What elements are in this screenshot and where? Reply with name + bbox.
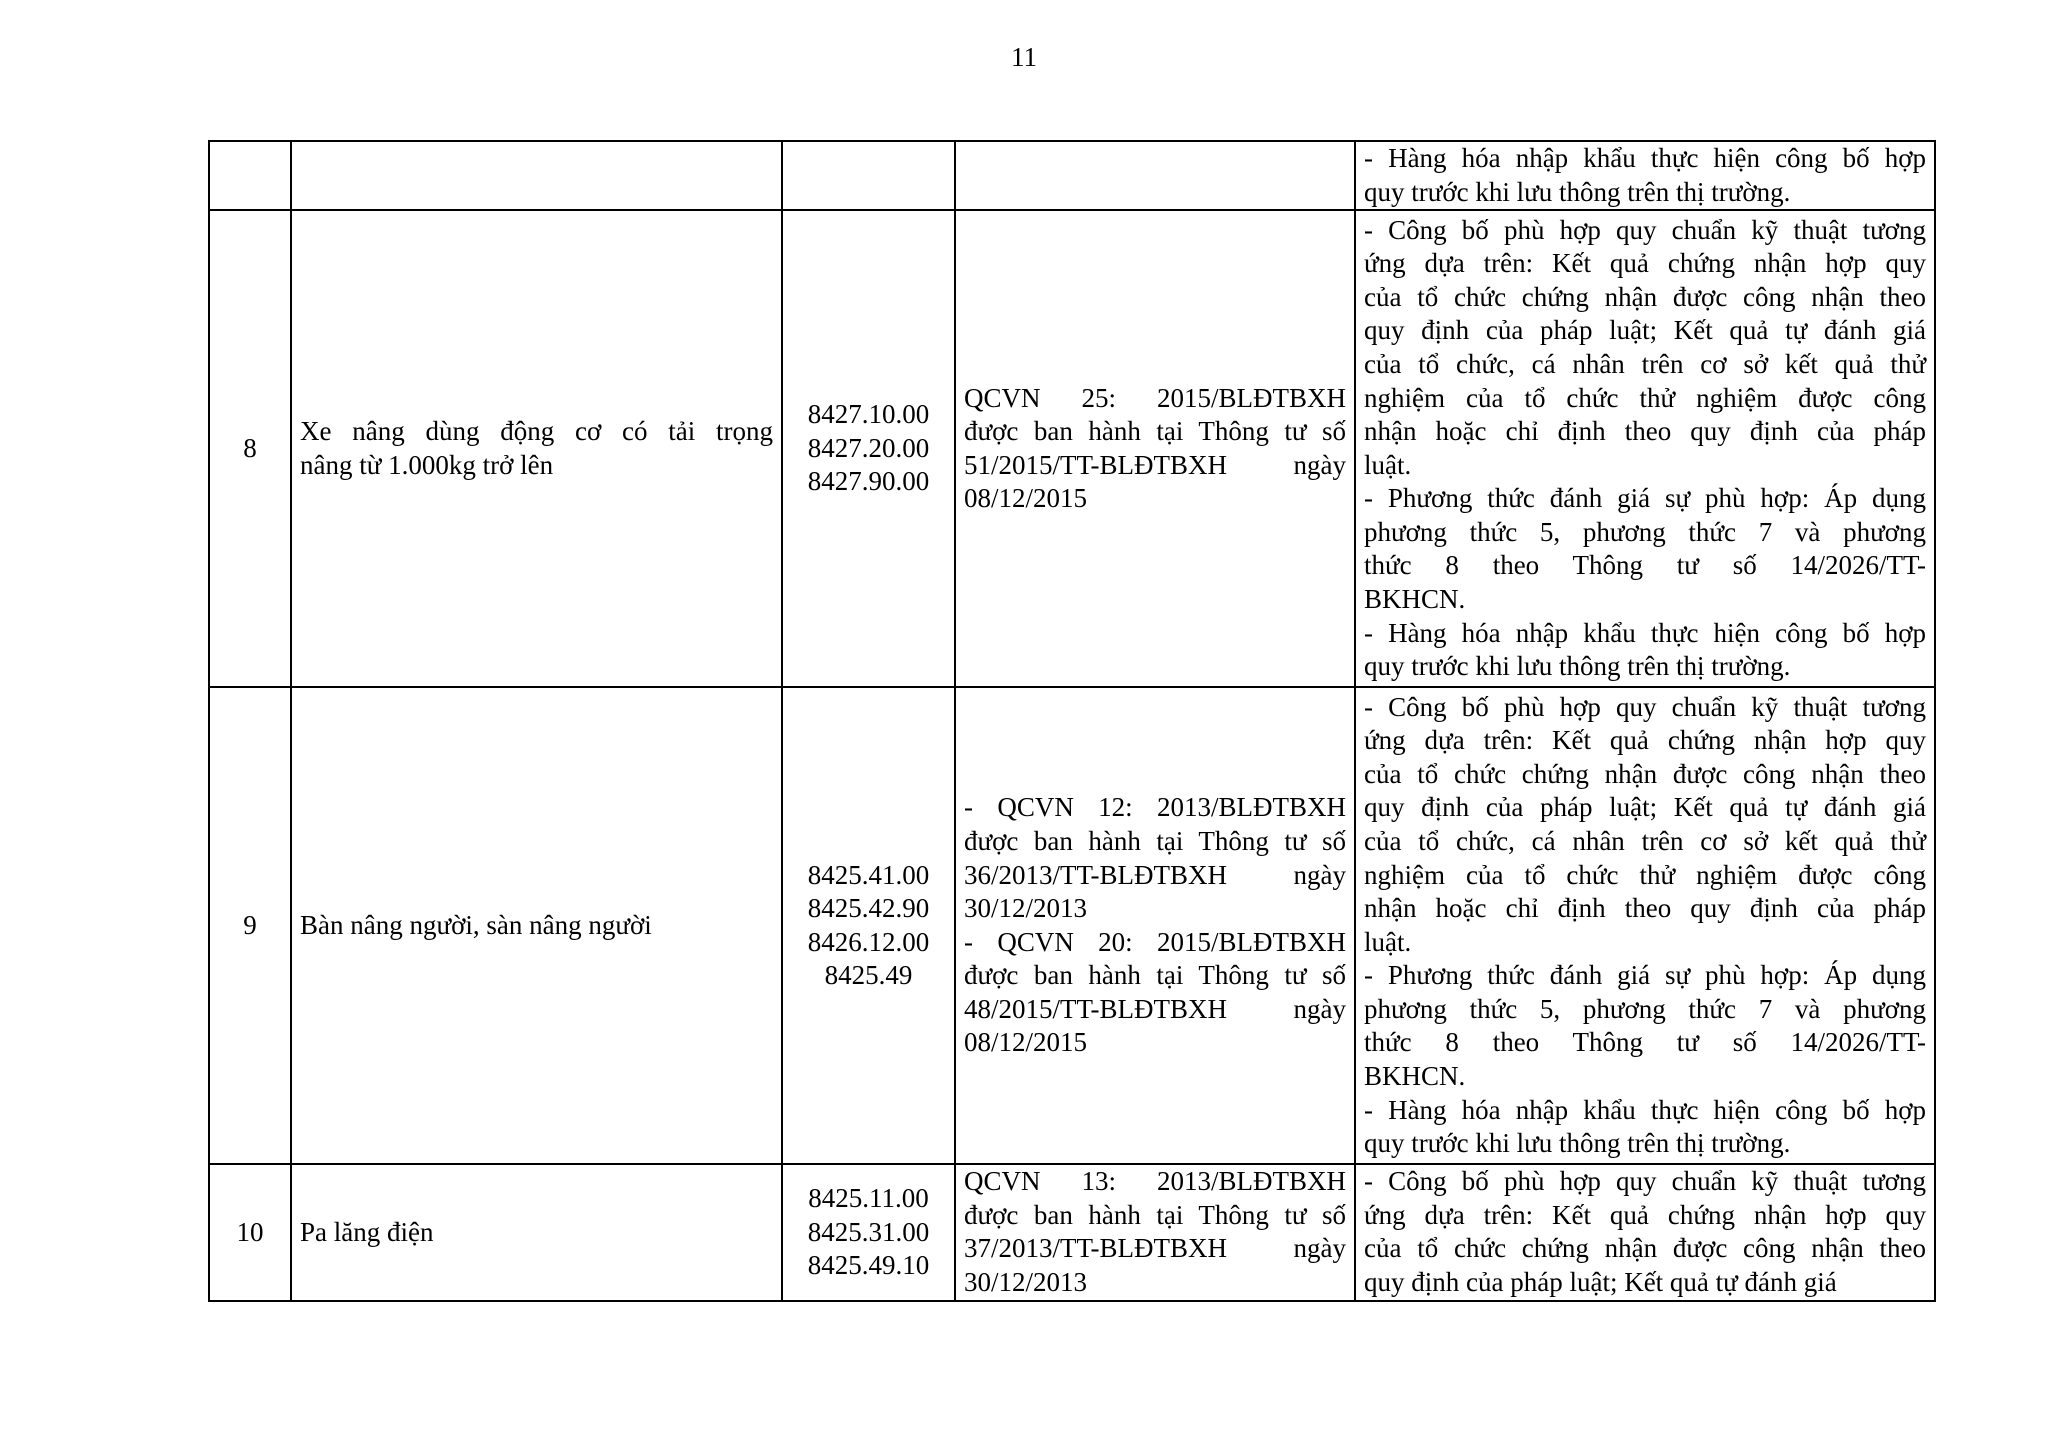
cell-hs-codes [782,1164,955,1300]
text-line: quy trước khi lưu thông trên thị trường. [1364,176,1791,207]
text-line: được ban hành tại Thông tư số [964,1199,1346,1230]
text-line: phương thức 5, phương thức 7 và phương [1364,516,1926,547]
paragraph [1364,142,1926,209]
text-line: được ban hành tại Thông tư số [964,416,1346,447]
text-line: được ban hành tại Thông tư số [964,825,1346,856]
paragraph [1364,617,1926,684]
text-line: - QCVN 20: 2015/BLĐTBXH [964,926,1346,957]
hs-code: 8427.20.00 [807,432,930,463]
text-line: 08/12/2015 [964,483,1088,514]
text-line: ứng dựa trên: Kết quả chứng nhận hợp quy [1364,1199,1926,1230]
text-line: BKHCN. [1364,1061,1466,1092]
text-line: 08/12/2015 [964,1027,1088,1058]
text-line: luật. [1364,926,1412,957]
cell-product-name [291,210,782,687]
table-row [209,210,1935,687]
paragraph [1364,214,1926,483]
text-line: quy định của pháp luật; Kết quả tự đánh giá [1364,315,1926,346]
text-line: 37/2013/TT-BLĐTBXH ngày [964,1233,1346,1264]
text-line: - QCVN 12: 2013/BLĐTBXH [964,792,1346,823]
hs-code: 8425.41.00 [807,859,930,890]
text-line: được ban hành tại Thông tư số [964,960,1346,991]
paragraph [1364,482,1926,616]
text-line: nghiệm của tổ chức thử nghiệm được công [1364,859,1926,890]
cell-product-name [291,687,782,1164]
text-line: - Hàng hóa nhập khẩu thực hiện công bố hợp [1364,143,1926,173]
cell-hs-codes [782,210,955,687]
text-line: - Phương thức đánh giá sự phù hợp: Áp dụng [1364,483,1926,514]
text-line: của tổ chức, cá nhân trên cơ sở kết quả thử [1364,825,1926,856]
hs-code: 8425.49.10 [807,1250,930,1281]
cell-assessment-method [1355,687,1935,1164]
text-line: 30/12/2013 [964,893,1088,924]
text-line: 48/2015/TT-BLĐTBXH ngày [964,993,1346,1024]
paragraph [1364,1094,1926,1161]
text-line: quy trước khi lưu thông trên thị trường. [1364,651,1791,682]
hs-code: 8425.42.90 [807,893,930,924]
text-line: - Hàng hóa nhập khẩu thực hiện công bố hợp [1364,1094,1926,1125]
cell-standard [955,1164,1355,1300]
text-line: nhận hoặc chỉ định theo quy định của pháp [1364,893,1926,924]
text-line: Pa lăng điện [300,1216,434,1247]
paragraph [1364,691,1926,960]
cell-product-name [291,141,782,210]
page-number: 11 [1011,42,1037,72]
text-line: thức 8 theo Thông tư số 14/2026/TT- [1364,1027,1926,1058]
text-line: quy trước khi lưu thông trên thị trường. [1364,1128,1791,1159]
cell-assessment-method [1355,141,1935,210]
cell-standard [955,210,1355,687]
text-line: của tổ chức chứng nhận được công nhận theo [1364,758,1926,789]
cell-assessment-method [1355,1164,1935,1300]
text-line: nghiệm của tổ chức thử nghiệm được công [1364,382,1926,413]
text-line: QCVN 13: 2013/BLĐTBXH [964,1166,1346,1197]
cell-stt: 9 [209,687,291,1164]
cell-hs-codes [782,141,955,210]
text-line: 30/12/2013 [964,1266,1088,1297]
hs-code: 8426.12.00 [807,926,930,957]
text-line: - Phương thức đánh giá sự phù hợp: Áp dụng [1364,960,1926,991]
paragraph [964,791,1346,925]
paragraph [964,382,1346,516]
text-line: quy định của pháp luật; Kết quả tự đánh giá [1364,1266,1837,1297]
text-line: của tổ chức, cá nhân trên cơ sở kết quả thử [1364,348,1926,379]
table-row [209,687,1935,1164]
cell-stt: 8 [209,210,291,687]
hs-code: 8425.31.00 [807,1216,930,1247]
text-line: - Hàng hóa nhập khẩu thực hiện công bố hợp [1364,617,1926,648]
text-line: ứng dựa trên: Kết quả chứng nhận hợp quy [1364,725,1926,756]
text-line: luật. [1364,449,1412,480]
text-line: Xe nâng dùng động cơ có tải trọng [300,416,773,447]
hs-code: 8427.90.00 [807,466,930,497]
cell-standard [955,141,1355,210]
paragraph [1364,959,1926,1093]
text-line: của tổ chức chứng nhận được công nhận theo [1364,1233,1926,1264]
cell-assessment-method [1355,210,1935,687]
regulation-table [208,140,1936,1302]
hs-code: 8427.10.00 [807,399,930,430]
text-line: Bàn nâng người, sàn nâng người [300,909,652,940]
hs-code: 8425.49 [824,960,913,991]
text-line: ứng dựa trên: Kết quả chứng nhận hợp quy [1364,248,1926,279]
cell-stt [209,141,291,210]
table-row [209,141,1935,210]
text-line: - Công bố phù hợp quy chuẩn kỹ thuật tương [1364,1166,1926,1197]
text-line: quy định của pháp luật; Kết quả tự đánh giá [1364,792,1926,823]
paragraph [964,1165,1346,1299]
text-line: của tổ chức chứng nhận được công nhận theo [1364,281,1926,312]
paragraph [964,926,1346,1060]
text-line: nâng từ 1.000kg trở lên [300,449,554,480]
table-row [209,1164,1935,1300]
paragraph [1364,1165,1926,1299]
text-line: nhận hoặc chỉ định theo quy định của pháp [1364,416,1926,447]
text-line: phương thức 5, phương thức 7 và phương [1364,993,1926,1024]
text-line: - Công bố phù hợp quy chuẩn kỹ thuật tương [1364,691,1926,722]
text-line: QCVN 25: 2015/BLĐTBXH [964,382,1346,413]
text-line: - Công bố phù hợp quy chuẩn kỹ thuật tương [1364,214,1926,245]
hs-code: 8425.11.00 [808,1182,929,1213]
text-line: thức 8 theo Thông tư số 14/2026/TT- [1364,550,1926,581]
text-line: 51/2015/TT-BLĐTBXH ngày [964,449,1346,480]
cell-stt: 10 [209,1164,291,1300]
cell-standard [955,687,1355,1164]
cell-hs-codes [782,687,955,1164]
text-line: 36/2013/TT-BLĐTBXH ngày [964,859,1346,890]
cell-product-name [291,1164,782,1300]
text-line: BKHCN. [1364,584,1466,615]
